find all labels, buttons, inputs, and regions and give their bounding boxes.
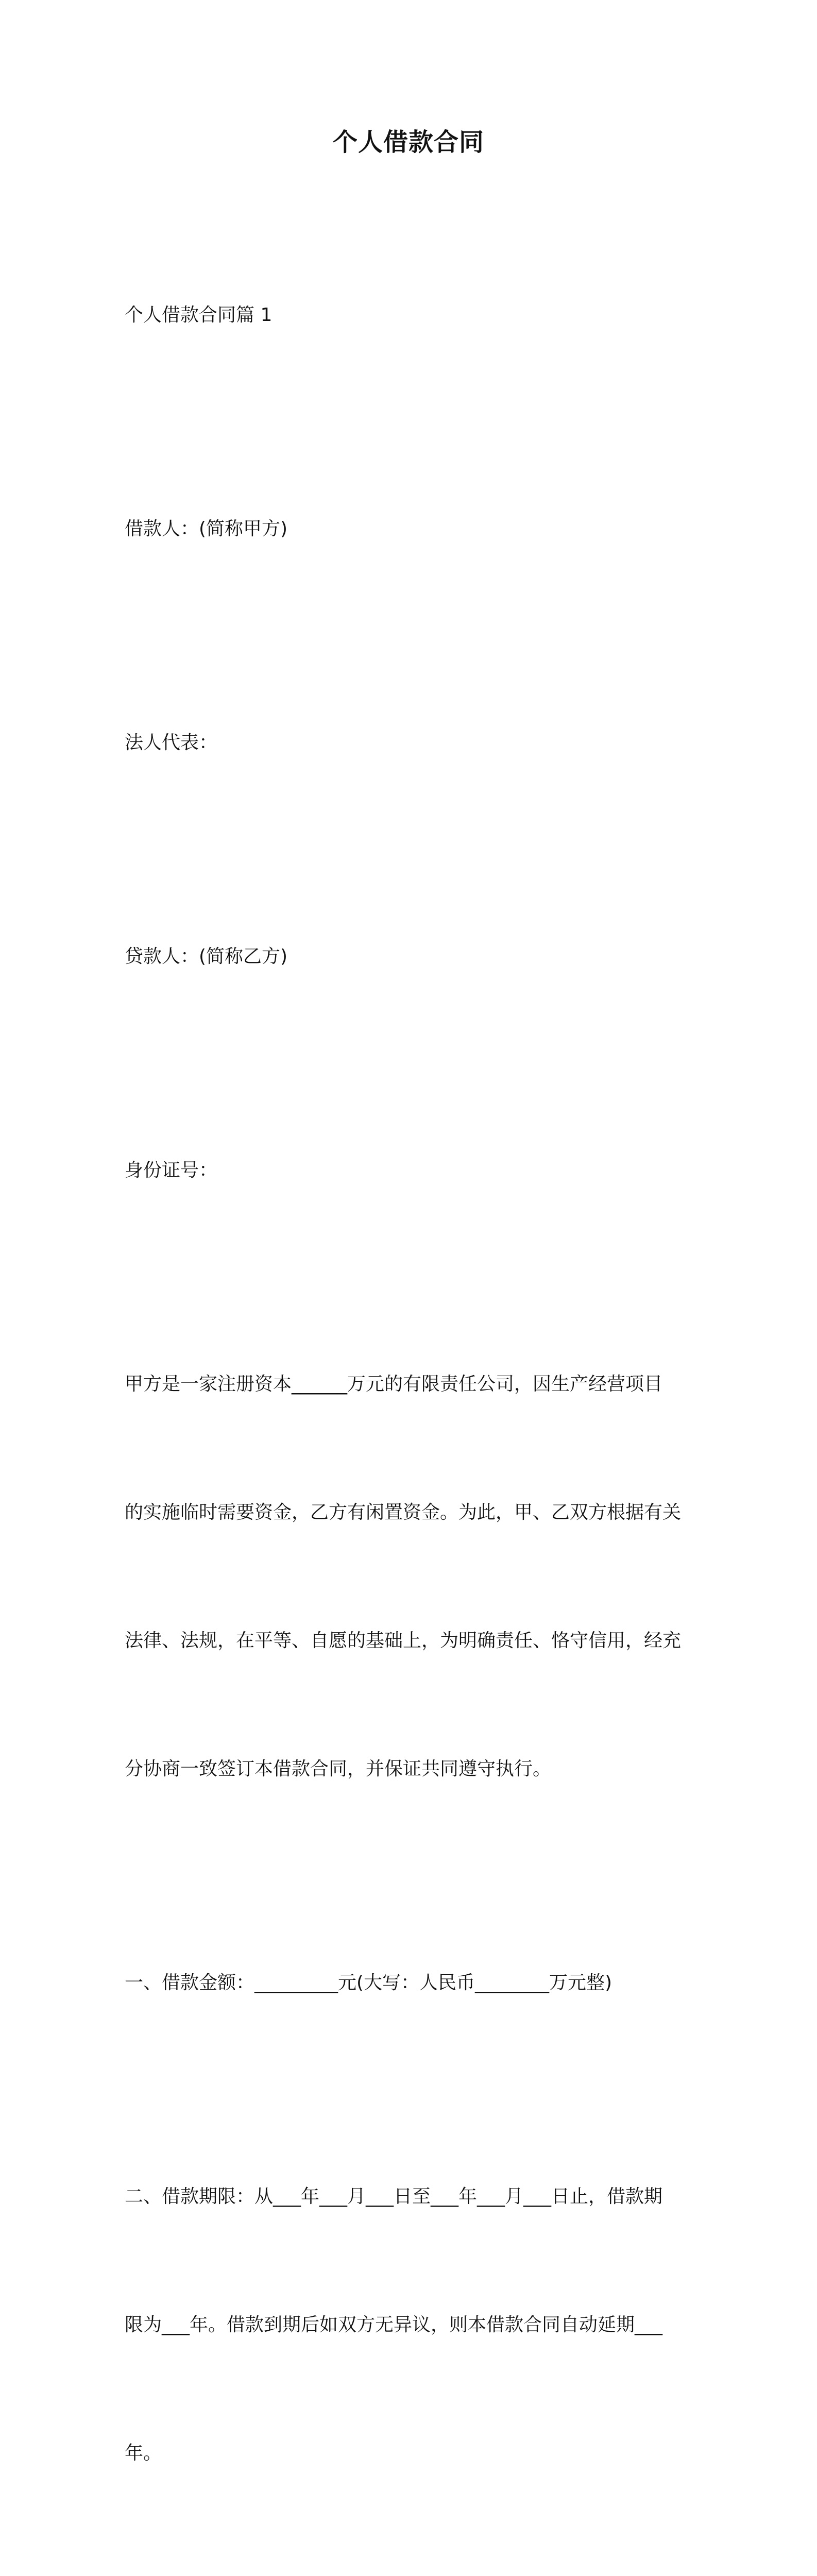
text-line: 分协商一致签订本借款合同，并保证共同遵守执行。 — [125, 1758, 552, 1780]
legal-representative-field — [125, 636, 702, 850]
text-line: 借款人：(简称甲方) — [125, 518, 288, 539]
text-line: 法律、法规，在平等、自愿的基础上，为明确责任、恪守信用，经充 — [125, 1630, 682, 1651]
text-line: 一、借款金额：_________元(大写：人民币________万元整) — [125, 1972, 612, 1993]
section-heading — [125, 208, 702, 422]
text-line: 个人借款合同篇 1 — [125, 304, 273, 326]
clause-loan-amount — [125, 1876, 702, 2090]
borrower-field — [125, 422, 702, 636]
preamble-paragraph — [125, 1277, 702, 1876]
document-body — [125, 208, 702, 2576]
text-line: 贷款人：(简称乙方) — [125, 946, 288, 967]
id-number-field — [125, 1063, 702, 1277]
text-line: 身份证号： — [125, 1160, 218, 1181]
text-line: 二、借款期限：从___年___月___日至___年___月___日止，借款期 — [125, 2186, 663, 2207]
clause-loan-term — [125, 2090, 702, 2560]
text-line: 法人代表： — [125, 732, 218, 753]
lender-field — [125, 850, 702, 1063]
document-title: 个人借款合同 — [332, 128, 484, 157]
text-line: 的实施临时需要资金，乙方有闲置资金。为此，甲、乙双方根据有关 — [125, 1502, 682, 1523]
text-line: 限为___年。借款到期后如双方无异议，则本借款合同自动延期___ — [125, 2314, 663, 2335]
text-line: 甲方是一家注册资本______万元的有限责任公司，因生产经营项目 — [125, 1374, 663, 1395]
text-line: 年。 — [125, 2443, 162, 2464]
clause-interest-rate — [125, 2560, 702, 2576]
